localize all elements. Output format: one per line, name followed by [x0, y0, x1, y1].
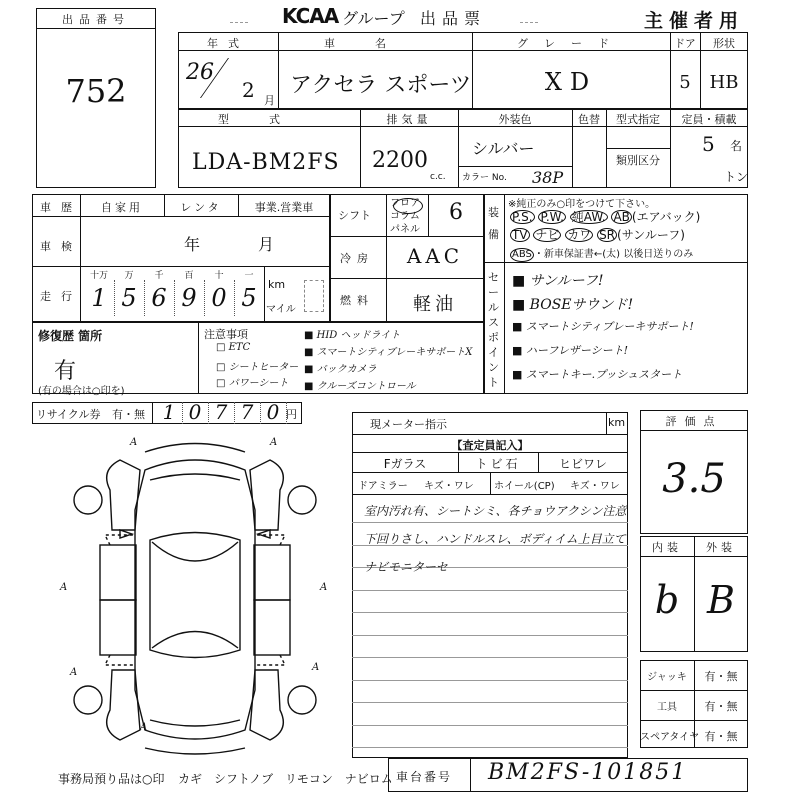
- shape-value: HB: [709, 72, 739, 93]
- tool-label: スペアタイヤ: [640, 732, 700, 743]
- tag-crack: ヒビワレ: [558, 457, 607, 471]
- equip-aw: 純AW.: [571, 210, 606, 224]
- brand-logo: KCAA: [282, 4, 339, 28]
- comment-rule: [352, 612, 628, 613]
- mile-checkbox[interactable]: [304, 280, 324, 312]
- grade-label: グレード: [517, 37, 625, 50]
- mileage-digit-divider: [114, 280, 115, 316]
- transmission-speeds: 6: [449, 200, 463, 225]
- damage-mark: A: [312, 662, 320, 673]
- mileage-digit-divider: [144, 280, 145, 316]
- color-no-label: カラー No.: [462, 173, 507, 183]
- model-designation-label: 型式指定: [616, 113, 660, 126]
- damage-mark: A: [60, 582, 68, 593]
- transmission-option-panel: パネル: [390, 224, 420, 235]
- exterior-label: 外装: [706, 541, 736, 554]
- wheel-rear-left: [74, 686, 102, 714]
- tool-label: ジャッキ: [647, 672, 687, 683]
- left-door-front: [100, 545, 136, 600]
- sheet-title: 出品票: [420, 9, 487, 28]
- chassis-label: 車台番号: [396, 770, 453, 784]
- equip-warranty: ・新車保証書←(太) 以後日送りのみ: [533, 249, 694, 260]
- note-right-item: ■ バックカメラ: [304, 364, 377, 375]
- capacity-value: 5: [702, 132, 715, 156]
- tool-value: 有・無: [704, 700, 738, 713]
- month-unit: 月: [264, 94, 275, 107]
- office-note: 事務局預り品は○印: [58, 772, 165, 786]
- tool-value: 有・無: [704, 730, 738, 743]
- lot-number-value: 752: [65, 72, 127, 110]
- note-left-item: □ ETC: [216, 342, 251, 353]
- aircon-label: 冷房: [340, 252, 374, 265]
- tonnage-unit: トン: [724, 170, 749, 184]
- equipment-line2: [510, 226, 685, 243]
- cc-unit: c.c.: [430, 172, 446, 182]
- sales-point-item: ■ BOSEサウンド!: [512, 297, 634, 313]
- damage-mark: A: [140, 722, 148, 733]
- displacement-label: 排気量: [386, 113, 432, 126]
- tool-value: 有・無: [704, 670, 738, 683]
- mileage-digit-unit: 千: [154, 271, 164, 281]
- mileage-digit: 1: [91, 284, 107, 312]
- lot-number-label: 出品番号: [62, 13, 130, 26]
- mileage-digit: 0: [211, 284, 227, 312]
- mileage-digit: 5: [121, 284, 137, 312]
- equip-navi: ナビ: [535, 228, 560, 242]
- mileage-digit-unit: 十: [214, 271, 224, 281]
- capacity-unit: 名: [730, 139, 743, 153]
- tag-chip: トビ石: [475, 457, 521, 471]
- meter-unit: km: [608, 416, 626, 429]
- repair-value: 有: [54, 359, 77, 384]
- mileage-digit: 9: [181, 284, 197, 312]
- note-left-item: □ シートヒーター: [216, 362, 299, 373]
- exterior-value: B: [707, 578, 735, 622]
- equip-sr-note: (サンルーフ): [617, 228, 685, 242]
- mileage-unit-km: km: [268, 278, 286, 291]
- equip-tv: TV: [512, 228, 528, 242]
- aircon-value: AAC: [406, 244, 464, 268]
- mileage-digit-divider: [204, 280, 205, 316]
- sales-point-item: ■ スマートキー.プッシュスタート: [512, 368, 683, 381]
- equip-pw: P.W.: [540, 210, 564, 224]
- door-label: ドア: [674, 37, 696, 50]
- repair-label: 修復歴 箇所: [38, 329, 103, 343]
- inspector-comment-1: 室内汚れ有、シートシミ、各チョウアクシン注意: [364, 504, 627, 518]
- equip-camera: カワ: [567, 228, 592, 242]
- mileage-digit-unit: 十万: [89, 271, 108, 281]
- comment-rule: [352, 590, 628, 591]
- model-value: LDA-BM2FS: [192, 150, 340, 175]
- inspection-year-unit: 年: [184, 235, 201, 254]
- month-value: 2: [242, 78, 255, 102]
- recycle-digit: 7: [240, 400, 254, 424]
- right-door-front: [254, 545, 290, 600]
- equipment-line3: [510, 245, 693, 262]
- car-damage-diagram: [50, 430, 340, 760]
- mileage-label: 走行: [40, 290, 82, 303]
- chassis-value: BM2FS-101851: [488, 760, 688, 785]
- door-value: 5: [679, 72, 691, 93]
- sales-point-item: ■ サンルーフ!: [512, 273, 604, 289]
- interior-value: b: [654, 578, 680, 622]
- shape-label: 形状: [713, 37, 735, 50]
- transmission-label: シフト: [338, 209, 371, 222]
- recycle-digit: 0: [266, 400, 280, 424]
- front-bumper: [145, 444, 245, 453]
- fuel-value: 軽油: [413, 294, 457, 315]
- recycle-label: リサイクル券: [36, 408, 101, 421]
- wheel-front-left: [74, 486, 102, 514]
- meter-label: 現メーター指示: [370, 418, 447, 431]
- equip-abs: ABS: [512, 249, 532, 260]
- wheel-rear-right: [288, 686, 316, 714]
- color-change-label: 色替: [578, 113, 600, 126]
- comment-rule: [352, 702, 628, 703]
- history-option-rental: レンタ: [180, 201, 222, 214]
- equipment-label: 装備: [488, 206, 499, 241]
- mileage-digit-unit: 万: [124, 271, 134, 281]
- name-value: アクセラ スポーツ: [290, 73, 472, 98]
- history-option-private: 自家用: [101, 201, 143, 214]
- group-title: グループ: [342, 9, 405, 28]
- comment-rule: [352, 747, 628, 748]
- recycle-digit: 0: [188, 400, 202, 424]
- equip-ps: P.S.: [512, 210, 533, 224]
- wheel-front-right: [288, 486, 316, 514]
- name-label: 車名: [324, 37, 426, 50]
- equip-sr: SR: [599, 228, 616, 242]
- history-option-business: 事業.営業車: [254, 201, 314, 214]
- comment-rule: [352, 680, 628, 681]
- transmission-option-column: コラム: [390, 211, 420, 222]
- tag-mirror-damage: キズ・ワレ: [424, 481, 474, 492]
- recycle-digit: 1: [162, 400, 176, 424]
- comment-rule: [352, 635, 628, 636]
- sales-point-item: ■ ハーフレザーシート!: [512, 344, 629, 357]
- recycle-digit: 7: [214, 400, 228, 424]
- recycle-unit: 円: [286, 408, 297, 421]
- copy-type: 主催者用: [644, 10, 745, 32]
- equipment-line1: [510, 208, 700, 225]
- tag-wheel-damage: キズ・ワレ: [570, 481, 620, 492]
- recycle-options: 有・無: [112, 408, 145, 421]
- grade-value: XD: [544, 68, 598, 96]
- equip-ab: AB: [613, 210, 630, 224]
- score-label: 評価点: [665, 415, 723, 428]
- equipment-note: ※純正のみ○印をつけて下さい。: [508, 199, 656, 210]
- inspector-comment-3: ナビモニターセ: [364, 560, 448, 574]
- sales-points-label: セールスポイント: [488, 271, 499, 389]
- tag-wheel: ホイール(CP): [494, 481, 555, 492]
- inspection-month-unit: 月: [258, 235, 275, 254]
- notes-label: 注意事項: [204, 328, 248, 341]
- color-value: シルバー: [472, 139, 535, 158]
- equip-ab-note: (エアバック): [631, 210, 701, 224]
- mileage-digit-unit: 一: [244, 271, 254, 281]
- inspector-comment-2: 下回りさし、ハンドルスレ、ボディイム上目立て: [364, 532, 626, 546]
- year-value: 26: [186, 60, 214, 85]
- sales-point-item: ■ スマートシティブレーキサポート!: [512, 320, 694, 333]
- rear-bumper: [145, 748, 245, 754]
- damage-mark: A: [320, 582, 328, 593]
- class-label: 類別区分: [616, 154, 660, 167]
- capacity-label: 定員・積載: [681, 113, 737, 126]
- tag-door-mirror: ドアミラー: [358, 481, 408, 492]
- mileage-digit: 6: [151, 284, 167, 312]
- damage-mark: A: [270, 437, 278, 448]
- note-left-item: □ パワーシート: [216, 378, 289, 389]
- model-label: 型式: [218, 113, 320, 126]
- comment-rule: [352, 725, 628, 726]
- mileage-digit-divider: [234, 280, 235, 316]
- displacement-value: 2200: [372, 148, 428, 173]
- mileage-digit-unit: 百: [184, 271, 194, 281]
- fuel-label: 燃料: [340, 294, 374, 307]
- note-right-item: ■ スマートシティブレーキサポートX: [304, 347, 473, 358]
- color-no-value: 38P: [532, 168, 564, 187]
- damage-mark: A: [130, 437, 138, 448]
- year-label: 年式: [207, 37, 249, 50]
- transmission-option-floor: フロア: [390, 198, 420, 209]
- score-value: 3.5: [662, 456, 726, 502]
- color-label: 外装色: [498, 113, 532, 126]
- tag-f-glass: Fガラス: [383, 457, 427, 471]
- left-door-rear: [100, 600, 136, 655]
- interior-label: 内装: [652, 541, 682, 554]
- damage-mark: A: [70, 667, 78, 678]
- car-body-outline: [135, 460, 255, 739]
- note-right-item: ■ クルーズコントロール: [304, 381, 416, 392]
- note-right-item: ■ HID ヘッドライト: [304, 330, 401, 341]
- mileage-digit: 5: [241, 284, 257, 312]
- mileage-unit-mile: マイル: [266, 304, 296, 315]
- history-label: 車歴: [40, 201, 82, 214]
- mileage-digit-divider: [174, 280, 175, 316]
- right-door-rear: [254, 600, 290, 655]
- inspector-heading: 【査定員記入】: [451, 439, 529, 452]
- repair-note: (有の場合は○印を): [38, 386, 125, 397]
- tool-label: 工具: [657, 702, 677, 713]
- comment-rule: [352, 657, 628, 658]
- comment-rule: [352, 522, 628, 523]
- inspection-label: 車検: [40, 240, 82, 253]
- office-items: カギ シフトノブ リモコン ナビロム: [178, 772, 393, 786]
